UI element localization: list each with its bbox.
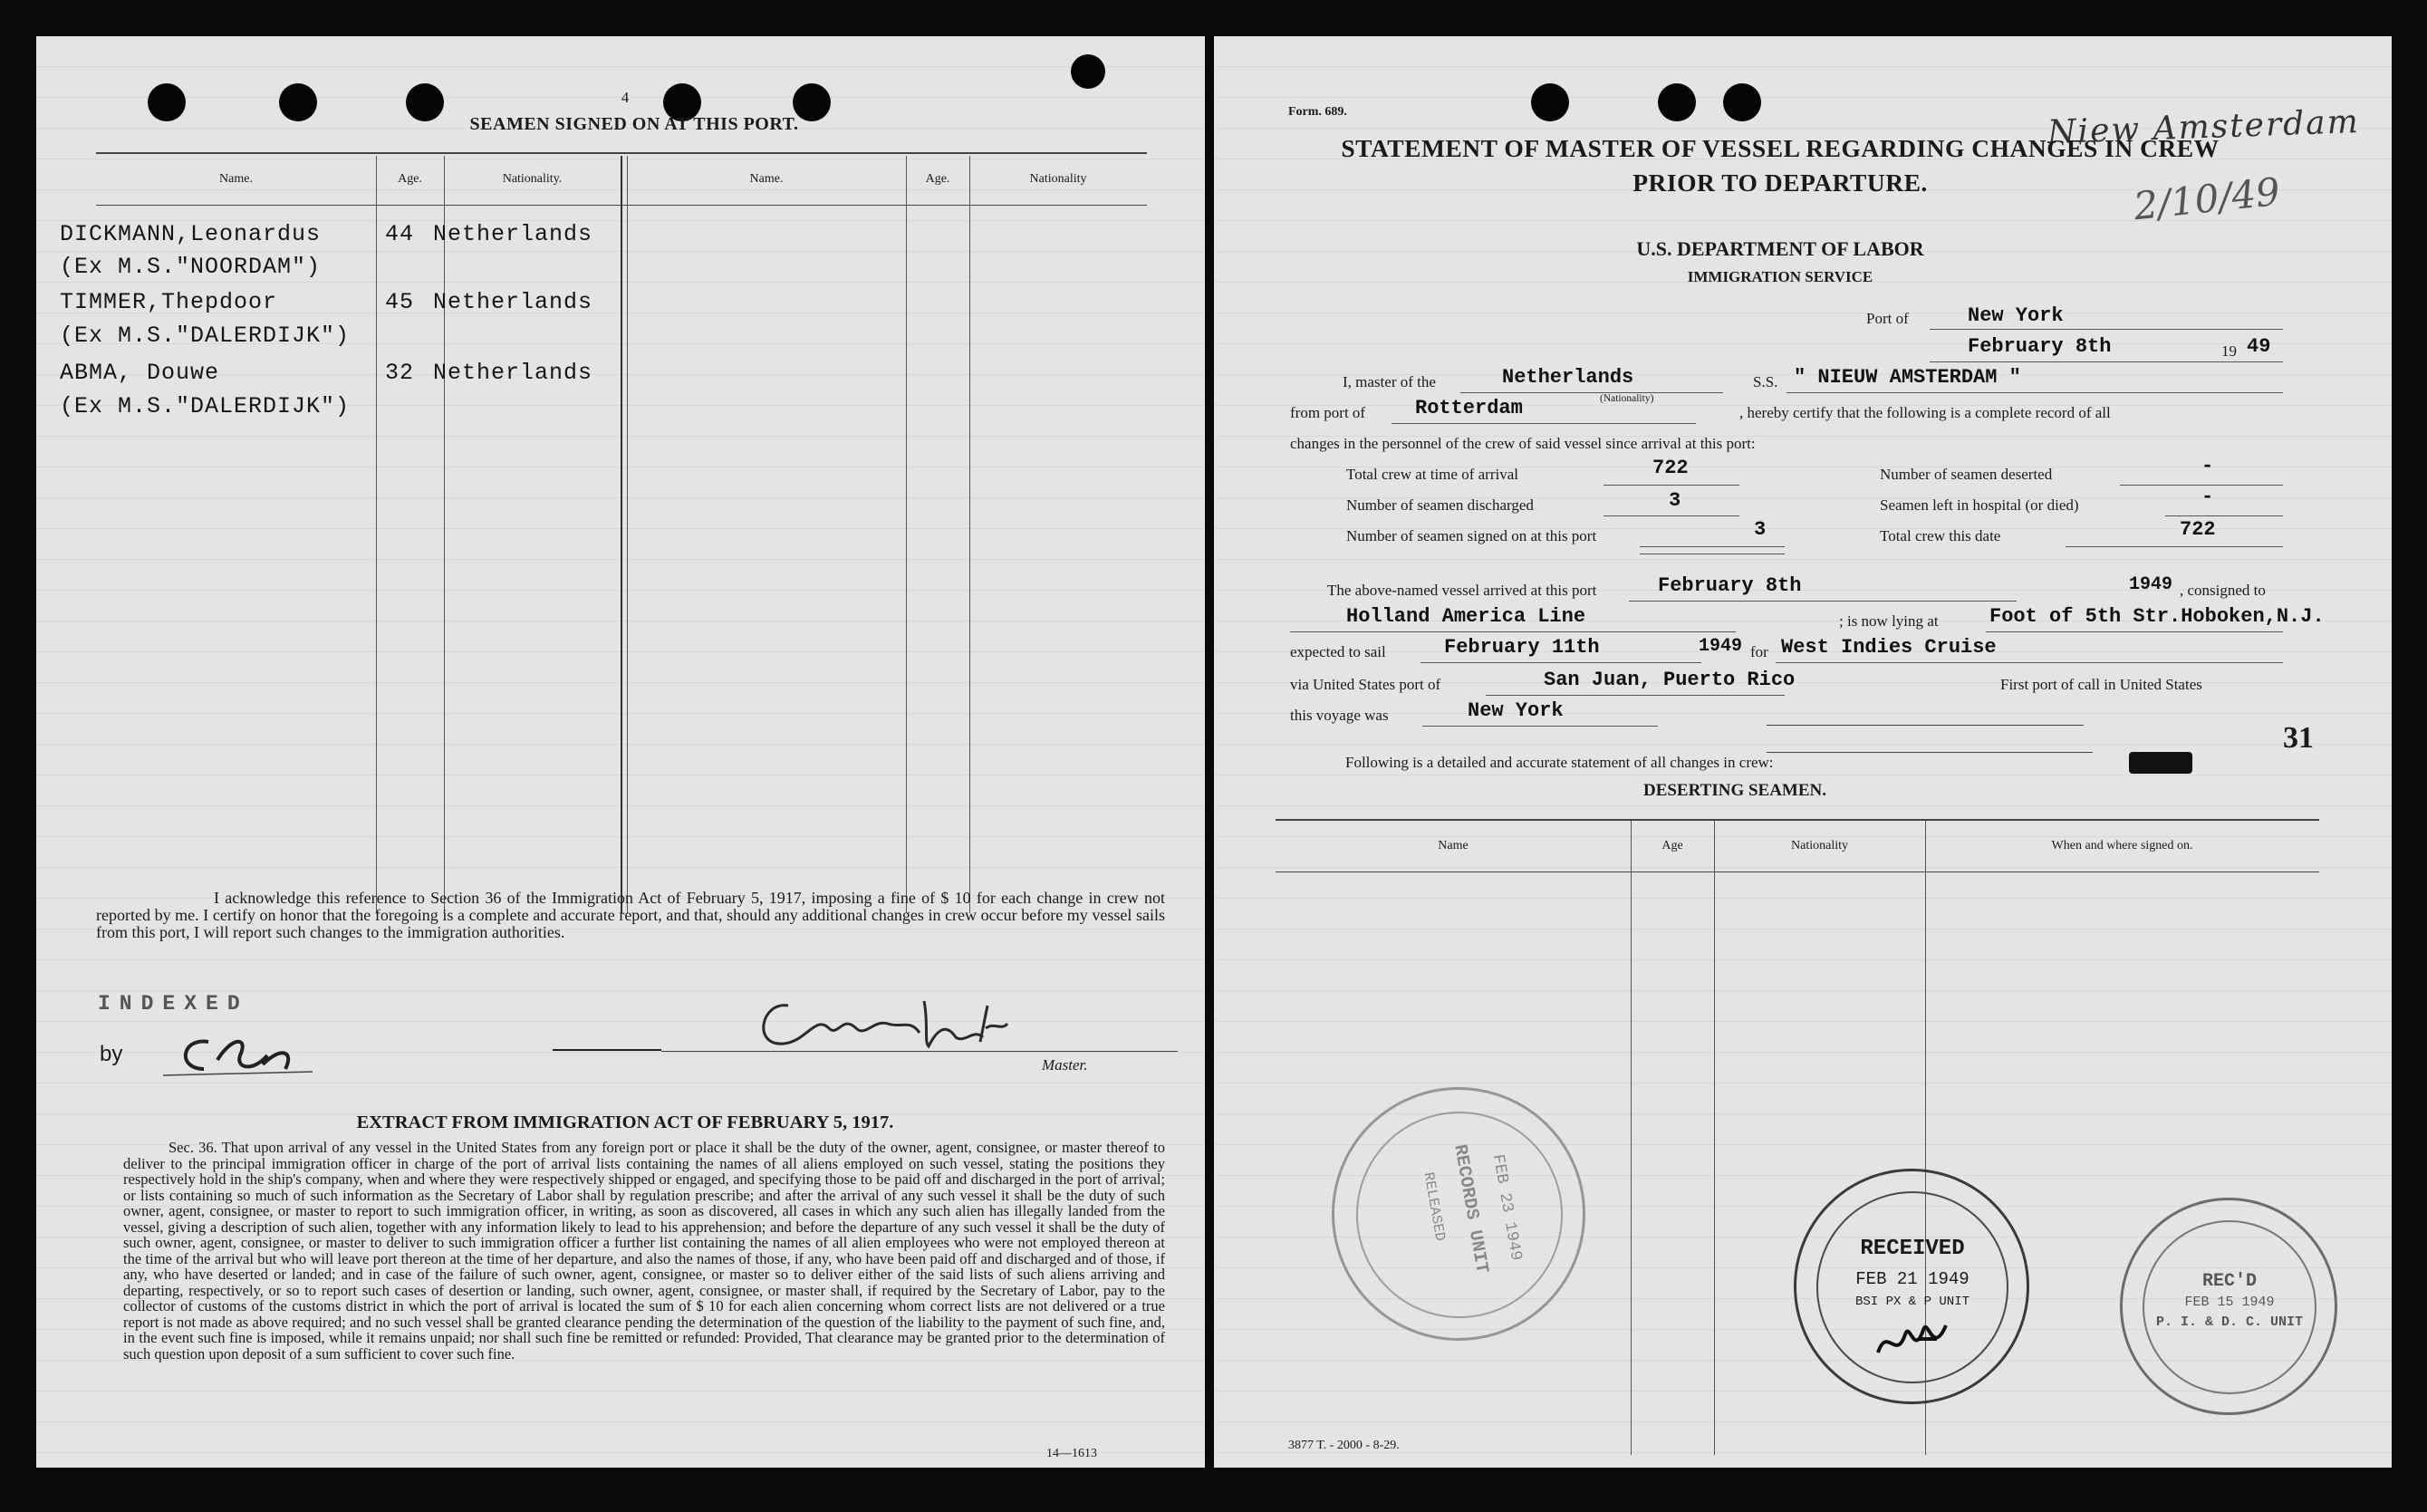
department-name: U.S. DEPARTMENT OF LABOR [1636,237,1924,260]
form-title: STATEMENT OF MASTER OF VESSEL REGARDING CHANGES IN CREW [1341,134,2220,162]
column-divider [376,156,377,913]
column-header-age: Age. [925,172,950,186]
recd-stamp-date: FEB 15 1949 [2184,1295,2275,1310]
deserting-table-top [1276,819,2319,821]
column-header-name: Name. [219,172,253,186]
seaman-age: 45 [385,289,415,315]
first-port-label: First port of call in United States [2000,676,2202,693]
seaman-age: 44 [385,221,415,247]
seaman-age: 32 [385,360,415,386]
recd-stamp-label: REC'D [2201,1271,2257,1292]
signed-on-double-line [1640,547,1785,554]
hospital-value: - [2201,486,2214,508]
total-crew-date-value: 722 [2180,518,2216,541]
form-title-line2: PRIOR TO DEPARTURE. [1632,169,1928,197]
punch-hole [279,83,317,121]
page-reference: 31 [2283,721,2314,755]
service-name: IMMIGRATION SERVICE [1687,268,1873,285]
form-number: Form. 689. [1288,105,1347,119]
punch-hole [1658,83,1696,121]
changes-text: changes in the personnel of the crew of said vessel since arrival at this port: [1290,435,1756,452]
port-of-label: Port of [1866,310,1909,327]
acknowledgment-text: I acknowledge this reference to Section 36 of the Immigration Act of February 5, 1917, imposing a fine of $ 10 for each change in crew not reported by me. I certify on honor that the foregoing is a complete and accurate report, and that, should any additional changes in crew occur before my vessel sails from this port, I will report such changes to the immigration authorities. [96,889,1165,941]
received-initials [1869,1307,1960,1371]
year-prefix: 19 [2221,342,2237,360]
handwritten-ship-name: Niew Amsterdam [2047,102,2361,152]
voyage-value: New York [1468,699,1564,722]
arrived-year-value: 1949 [2129,574,2173,595]
via-label: via United States port of [1290,676,1441,693]
initials-signature [163,1019,317,1083]
section-heading: SEAMEN SIGNED ON AT THIS PORT. [469,114,799,134]
ss-label: S.S. [1753,373,1778,390]
discharged-label: Number of seamen discharged [1346,496,1534,514]
seaman-previous-ship: (Ex M.S."DALERDIJK") [60,323,351,349]
signature-dash [553,1049,661,1051]
arrived-value: February 8th [1658,574,1802,597]
left-page [36,36,1205,1468]
extract-heading: EXTRACT FROM IMMIGRATION ACT OF FEBRUARY 5, 1917. [356,1112,894,1132]
records-stamp-released: RELEASED [1420,1170,1449,1243]
column-header-age: Age. [398,172,422,186]
from-port-label: from port of [1290,404,1366,421]
right-page [1214,36,2392,1468]
column-divider [627,156,628,913]
form-code: 3877 T. - 2000 - 8-29. [1288,1439,1400,1452]
nationality-value: Netherlands [1502,366,1634,389]
indexed-by-label: by [100,1042,123,1066]
records-stamp-label: RECORDS UNIT [1449,1142,1492,1276]
consigned-label: , consigned to [2180,582,2266,599]
via-value: San Juan, Puerto Rico [1544,669,1796,691]
separator-line [1767,752,2093,753]
redaction-mark [2129,752,2192,774]
seaman-previous-ship: (Ex M.S."NOORDAM") [60,254,322,280]
lying-value: Foot of 5th Str.Hoboken,N.J. [1989,605,2325,628]
recd-stamp-unit: P. I. & D. C. UNIT [2155,1315,2304,1330]
seaman-name: ABMA, Douwe [60,360,220,386]
seaman-name: DICKMANN,Leonardus [60,221,322,247]
voyage-label: this voyage was [1290,707,1389,724]
master-label: Master. [1042,1056,1088,1074]
column-divider [906,156,907,913]
destination-value: West Indies Cruise [1781,636,1997,659]
form-code: 14—1613 [1046,1447,1097,1460]
signed-on-label: Number of seamen signed on at this port [1346,527,1597,544]
column-divider [1631,821,1632,1455]
page-number: 4 [621,89,630,106]
column-header-nationality: Nationality. [502,172,563,186]
total-crew-date-line [2066,522,2283,547]
deserting-heading: DESERTING SEAMEN. [1642,781,1827,800]
seaman-nationality: Netherlands [433,289,593,315]
for-label: for [1750,643,1768,660]
punch-hole [1723,83,1761,121]
table-top-rule [96,152,1147,154]
hospital-line [2165,491,2283,516]
extract-text: Sec. 36. That upon arrival of any vessel in the United States from any foreign port or place it shall be the duty of the owner, agent, consignee, or master thereof to deliver to the principal immigration officer in charge of the port of arrival lists containing the names of all aliens employed on such vessel, stating the positions they respectively hold in the ship's company, when and where they were respectively shipped or engaged, and specifying those to be paid off and discharged in the port of arrival; or lists containing so much of such information as the Secretary of Labor shall by regulation prescribe; and after the arrival of any such vessel it shall be the duty of such owner, agent, consignee, or master to report to such immigration officer, in writing, as soon as discovered, all cases in which any such alien has illegally landed from the vessel, giving a description of such alien, together with any information likely to lead to his apprehension; and before the departure of any such vessel it shall be the duty of such owner, agent, consignee, or master to deliver to such immigration officer a further list containing the names of all alien employees who were not employed thereon at the time of the arrival but who will leave port thereon at the time of her departure, and also the names of those, if any, who have been paid off and discharged and of those, if any, who have deserted or landed; and in case of the failure of such owner, agent, consignee, or master so to deliver either of the said lists of such aliens arriving and departing, respectively, or so to report such cases of desertion or landing, such owner, agent, consignee, or master shall, if required by the Secretary of Labor, pay to the collector of customs of the customs district in which the port of arrival is located the sum of $ 10 for each alien concerning whom correct lists are not delivered or a true report is not made as above required; and no such vessel shall be granted clearance pending the determination of the question of the liability to the payment of such fine, and, in the event such fine is imposed, while it remains unpaid; nor shall such fine be remitted or refunded: Provided, That clearance may be granted prior to the determination of such question upon deposit of a sum sufficient to cover such fine. [123,1139,1165,1363]
punch-hole [1531,83,1569,121]
nationality-caption: (Nationality) [1600,393,1654,404]
punch-hole [148,83,186,121]
consignee-value: Holland America Line [1346,605,1586,628]
column-divider [1714,821,1715,1455]
discharged-value: 3 [1669,489,1681,512]
ship-name-value: " NIEUW AMSTERDAM " [1794,366,2021,389]
punch-hole [1071,54,1105,89]
from-port-value: Rotterdam [1415,397,1523,419]
following-text: Following is a detailed and accurate statement of all changes in crew: [1345,754,1774,771]
column-divider [621,156,622,913]
column-header-name: Name [1438,839,1469,852]
arrived-label: The above-named vessel arrived at this port [1327,582,1597,599]
column-header-nationality: Nationality [1791,839,1848,852]
signed-on-value: 3 [1754,518,1767,541]
indexed-stamp: INDEXED [98,992,249,1016]
year-value: 49 [2247,335,2271,358]
seaman-previous-ship: (Ex M.S."DALERDIJK") [60,393,351,419]
sail-value: February 11th [1444,636,1600,659]
deserted-label: Number of seamen deserted [1880,466,2053,483]
column-divider [444,156,445,913]
column-header-name: Name. [749,172,784,186]
master-of-label: I, master of the [1343,373,1436,390]
certify-text: , hereby certify that the following is a complete record of all [1739,404,2111,421]
column-divider [969,156,970,913]
lying-label: ; is now lying at [1839,612,1939,630]
received-stamp [1794,1169,2029,1404]
total-crew-date-label: Total crew this date [1880,527,2001,544]
port-of-value: New York [1968,304,2064,327]
records-stamp-date: FEB 23 1949 [1488,1152,1526,1263]
handwritten-date: 2/10/49 [2131,169,2283,229]
received-stamp-label: RECEIVED [1860,1237,1965,1261]
sail-label: expected to sail [1290,643,1386,660]
sail-year-value: 1949 [1699,636,1743,657]
master-signature [743,987,1033,1060]
column-header-age: Age [1661,839,1683,852]
received-stamp-unit: BSI PX & P UNIT [1854,1295,1970,1309]
seaman-nationality: Netherlands [433,221,593,247]
received-stamp-date: FEB 21 1949 [1855,1269,1970,1289]
total-crew-arrival-label: Total crew at time of arrival [1346,466,1518,483]
master-signature-line [661,1051,1178,1052]
hospital-label: Seamen left in hospital (or died) [1880,496,2079,514]
recd-stamp [2120,1198,2337,1415]
deserted-value: - [2201,455,2214,477]
column-header-signed-on: When and where signed on. [2051,839,2193,852]
seaman-nationality: Netherlands [433,360,593,386]
records-unit-stamp [1332,1087,1585,1341]
seaman-name: TIMMER,Thepdoor [60,289,278,315]
column-header-nationality: Nationality [1029,172,1087,186]
date-value: February 8th [1968,335,2112,358]
voyage-extra-line [1767,725,2084,726]
total-crew-arrival-value: 722 [1652,457,1689,479]
